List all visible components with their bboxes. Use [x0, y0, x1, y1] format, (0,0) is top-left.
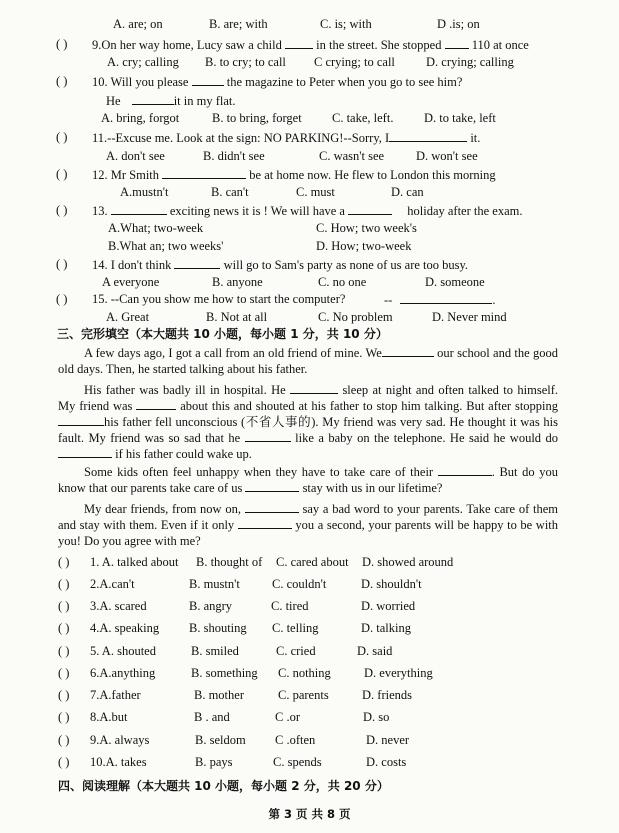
passage-paragraph-2 — [58, 382, 558, 462]
q9-text-a: 9.On her way home, Lucy saw a child — [92, 38, 282, 52]
cloze-blank-1[interactable] — [382, 345, 434, 357]
p4-text-a: My dear friends, from now on, — [84, 502, 241, 516]
p2-text-f: if his father could wake up. — [115, 447, 252, 461]
cloze-blank-10[interactable] — [238, 517, 292, 529]
p2-text-a: His father was badly ill in hospital. He — [84, 383, 286, 397]
q10-option-b: B. to bring, forget — [212, 111, 302, 125]
cloze-6-paren[interactable]: ( ) — [58, 666, 70, 680]
cloze-6-option-a: 6.A.anything — [90, 666, 156, 680]
q13-option-a: A.What; two-week — [108, 221, 204, 235]
cloze-5-option-a: 5. A. shouted — [90, 644, 156, 658]
cloze-3-option-d: D. worried — [361, 599, 416, 613]
cloze-blank-9[interactable] — [245, 501, 299, 513]
cloze-8-option-a: 8.A.but — [90, 710, 128, 724]
q11-option-b: B. didn't see — [203, 149, 265, 163]
p4-text-b: say a bad word to your parents. Take care of them and stay with them. Even if it only — [58, 502, 559, 532]
q10-option-d: D. to take, left — [424, 111, 496, 125]
cloze-6-option-b: B. something — [191, 666, 258, 680]
cloze-8-paren[interactable]: ( ) — [58, 710, 70, 724]
q9-text-c: 110 at once — [471, 38, 529, 52]
q14-text-a: 14. I don't think — [92, 258, 172, 272]
section-4-title: 四、阅读理解（本大题共 10 小题，每小题 2 分，共 20 分） — [58, 779, 389, 793]
cloze-1-option-a: 1. A. talked about — [90, 555, 179, 569]
cloze-2-paren[interactable]: ( ) — [58, 577, 70, 591]
cloze-7-option-a: 7.A.father — [90, 688, 141, 702]
q14-option-c: C. no one — [318, 275, 367, 289]
question-15 — [92, 292, 345, 307]
cloze-2-option-a: 2.A.can't — [90, 577, 135, 591]
cloze-9-option-d: D. never — [366, 733, 410, 747]
q13-answer-paren[interactable]: ( ) — [56, 203, 68, 217]
cloze-1-paren[interactable]: ( ) — [58, 555, 70, 569]
cloze-4-option-a: 4.A. speaking — [90, 621, 160, 635]
cloze-5-paren[interactable]: ( ) — [58, 644, 70, 658]
q14-text-b: will go to Sam's party as none of us are too busy. — [223, 258, 469, 272]
q10-blank-2[interactable] — [132, 93, 174, 105]
q13-option-d: D. How; two-week — [316, 239, 412, 253]
q12-option-a: A.mustn't — [120, 185, 169, 199]
q14-option-a: A everyone — [102, 275, 160, 289]
q13-blank-1[interactable] — [111, 203, 167, 215]
cloze-7-paren[interactable]: ( ) — [58, 688, 70, 702]
p2-text-e: like a baby on the telephone. He said he would do — [295, 431, 559, 445]
p1-text-a: A few days ago, I got a call from an old friend of mine. We — [84, 346, 382, 360]
q8-option-b: B. are; with — [209, 17, 268, 31]
q9-blank-2[interactable] — [445, 37, 469, 49]
cloze-6-option-d: D. everything — [364, 666, 433, 680]
cloze-3-paren[interactable]: ( ) — [58, 599, 70, 613]
cloze-10-paren[interactable]: ( ) — [58, 755, 70, 769]
cloze-5-option-c: C. cried — [276, 644, 316, 658]
q12-text-b: be at home now. He flew to London this morning — [249, 168, 496, 182]
passage-paragraph-3 — [58, 464, 558, 496]
q10-text-a: 10. Will you please — [92, 75, 189, 89]
cloze-4-option-c: C. telling — [272, 621, 319, 635]
cloze-9-paren[interactable]: ( ) — [58, 733, 70, 747]
q10-option-a: A. bring, forgot — [101, 111, 180, 125]
cloze-blank-5[interactable] — [245, 430, 291, 442]
cloze-blank-2[interactable] — [290, 382, 338, 394]
q11-answer-paren[interactable]: ( ) — [56, 130, 68, 144]
q9-blank-1[interactable] — [285, 37, 313, 49]
q12-option-d: D. can — [391, 185, 424, 199]
q12-text-a: 12. Mr Smith — [92, 168, 160, 182]
q10-blank-1[interactable] — [192, 74, 224, 86]
cloze-1-option-d: D. showed around — [362, 555, 454, 569]
cloze-blank-6[interactable] — [58, 446, 112, 458]
cloze-1-option-c: C. cared about — [276, 555, 349, 569]
cloze-7-option-d: D. friends — [362, 688, 412, 702]
cloze-blank-7[interactable] — [438, 464, 492, 476]
q9-option-c: C crying; to call — [314, 55, 395, 69]
q9-text-b: in the street. She stopped — [316, 38, 442, 52]
cloze-6-option-c: C. nothing — [278, 666, 331, 680]
cloze-5-option-b: B. smiled — [191, 644, 239, 658]
p1-text-b: our school and the good old days. Then, he started talking about his father. — [58, 346, 559, 376]
q8-option-d: D .is; on — [437, 17, 480, 31]
q9-option-b: B. to cry; to call — [205, 55, 286, 69]
cloze-10-option-a: 10.A. takes — [90, 755, 147, 769]
q10-option-c: C. take, left. — [332, 111, 394, 125]
p2-text-c: about this and shouted at his father to stop him talking. But after stopping — [180, 399, 559, 413]
q14-answer-paren[interactable]: ( ) — [56, 257, 68, 271]
question-12 — [92, 167, 496, 183]
q13-blank-2[interactable] — [348, 203, 392, 215]
q15-option-d: D. Never mind — [432, 310, 507, 324]
passage-paragraph-1 — [58, 345, 558, 377]
p2-text-d: his father fell unconscious (不省人事的). My friend was very sad. He thought it was his fault. My friend was so sad that he — [58, 415, 558, 445]
cloze-3-option-c: C. tired — [271, 599, 309, 613]
cloze-blank-3[interactable] — [136, 398, 176, 410]
cloze-7-option-c: C. parents — [278, 688, 329, 702]
question-14 — [92, 257, 468, 273]
q15-answer-paren[interactable]: ( ) — [56, 292, 68, 306]
q8-option-c: C. is; with — [320, 17, 372, 31]
cloze-2-option-d: D. shouldn't — [361, 577, 422, 591]
q15-option-a: A. Great — [106, 310, 150, 324]
cloze-10-option-d: D. costs — [366, 755, 407, 769]
q13-option-c: C. How; two week's — [316, 221, 417, 235]
q12-answer-paren[interactable]: ( ) — [56, 167, 68, 181]
q13-text-b: exciting news it is ! We will have a — [169, 204, 345, 218]
q11-blank[interactable] — [389, 130, 467, 142]
cloze-blank-4[interactable] — [58, 414, 104, 426]
q11-text-b: it. — [470, 131, 481, 145]
question-11 — [92, 130, 480, 146]
question-9 — [92, 37, 529, 53]
q10-line-2 — [106, 93, 236, 109]
q12-option-c: C. must — [296, 185, 335, 199]
q13-text-a: 13. — [92, 204, 108, 218]
section-3-title: 三、完形填空（本大题共 10 小题，每小题 1 分，共 10 分） — [57, 327, 388, 341]
cloze-8-option-d: D. so — [363, 710, 390, 724]
cloze-4-option-b: B. shouting — [189, 621, 247, 635]
cloze-9-option-b: B. seldom — [195, 733, 246, 747]
page-footer: 第 3 页 共 8 页 — [268, 807, 351, 821]
p3-text-b: . But do you know that our parents take care of us — [58, 465, 558, 495]
q8-option-a: A. are; on — [113, 17, 163, 31]
q9-answer-paren[interactable]: ( ) — [56, 37, 68, 51]
cloze-8-option-c: C .or — [275, 710, 300, 724]
cloze-10-option-b: B. pays — [195, 755, 233, 769]
p4-text-c: you a second, your parents will be happy to be with you! Do you agree with me? — [58, 518, 559, 548]
p3-text-c: stay with us in our lifetime? — [302, 481, 443, 495]
q15-text-a: 15. --Can you show me how to start the computer? — [92, 292, 346, 306]
q15-text-b: -- — [384, 293, 393, 307]
q15-blank[interactable] — [400, 292, 492, 304]
cloze-3-option-a: 3.A. scared — [90, 599, 147, 613]
p3-text-a: Some kids often feel unhappy when they have to take care of their — [84, 465, 434, 479]
cloze-2-option-b: B. mustn't — [189, 577, 240, 591]
cloze-4-paren[interactable]: ( ) — [58, 621, 70, 635]
q12-blank[interactable] — [162, 167, 246, 179]
cloze-8-option-b: B . and — [194, 710, 230, 724]
cloze-9-option-a: 9.A. always — [90, 733, 150, 747]
q14-option-d: D. someone — [425, 275, 485, 289]
q15-option-c: C. No problem — [318, 310, 393, 324]
q11-text-a: 11.--Excuse me. Look at the sign: NO PARKING!--Sorry, I — [92, 131, 390, 145]
question-10 — [92, 74, 462, 90]
q10-answer-paren[interactable]: ( ) — [56, 74, 68, 88]
q9-option-a: A. cry; calling — [107, 55, 179, 69]
q15-option-b: B. Not at all — [206, 310, 268, 324]
cloze-4-option-d: D. talking — [361, 621, 411, 635]
passage-paragraph-4 — [58, 501, 558, 549]
cloze-10-option-c: C. spends — [273, 755, 322, 769]
cloze-1-option-b: B. thought of — [196, 555, 263, 569]
q14-blank[interactable] — [174, 257, 220, 269]
question-13 — [92, 203, 522, 219]
q10-line2-a: He — [106, 94, 121, 108]
cloze-5-option-d: D. said — [357, 644, 393, 658]
q13-text-c: holiday after the exam. — [407, 204, 523, 218]
q14-option-b: B. anyone — [212, 275, 263, 289]
q11-option-c: C. wasn't see — [319, 149, 385, 163]
q10-text-b: the magazine to Peter when you go to see him? — [226, 75, 463, 89]
cloze-7-option-b: B. mother — [194, 688, 244, 702]
cloze-9-option-c: C .often — [275, 733, 316, 747]
q12-option-b: B. can't — [211, 185, 249, 199]
q11-option-a: A. don't see — [106, 149, 165, 163]
q9-option-d: D. crying; calling — [426, 55, 514, 69]
cloze-2-option-c: C. couldn't — [272, 577, 327, 591]
q15-answer-line: -- . — [384, 293, 496, 307]
q11-option-d: D. won't see — [416, 149, 478, 163]
p2-text-b: sleep at night and often talked to himself. My friend was — [58, 383, 558, 413]
cloze-blank-8[interactable] — [245, 480, 299, 492]
cloze-3-option-b: B. angry — [189, 599, 233, 613]
q13-option-b: B.What an; two weeks' — [108, 239, 224, 253]
q10-line2-b: it in my flat. — [173, 94, 236, 108]
